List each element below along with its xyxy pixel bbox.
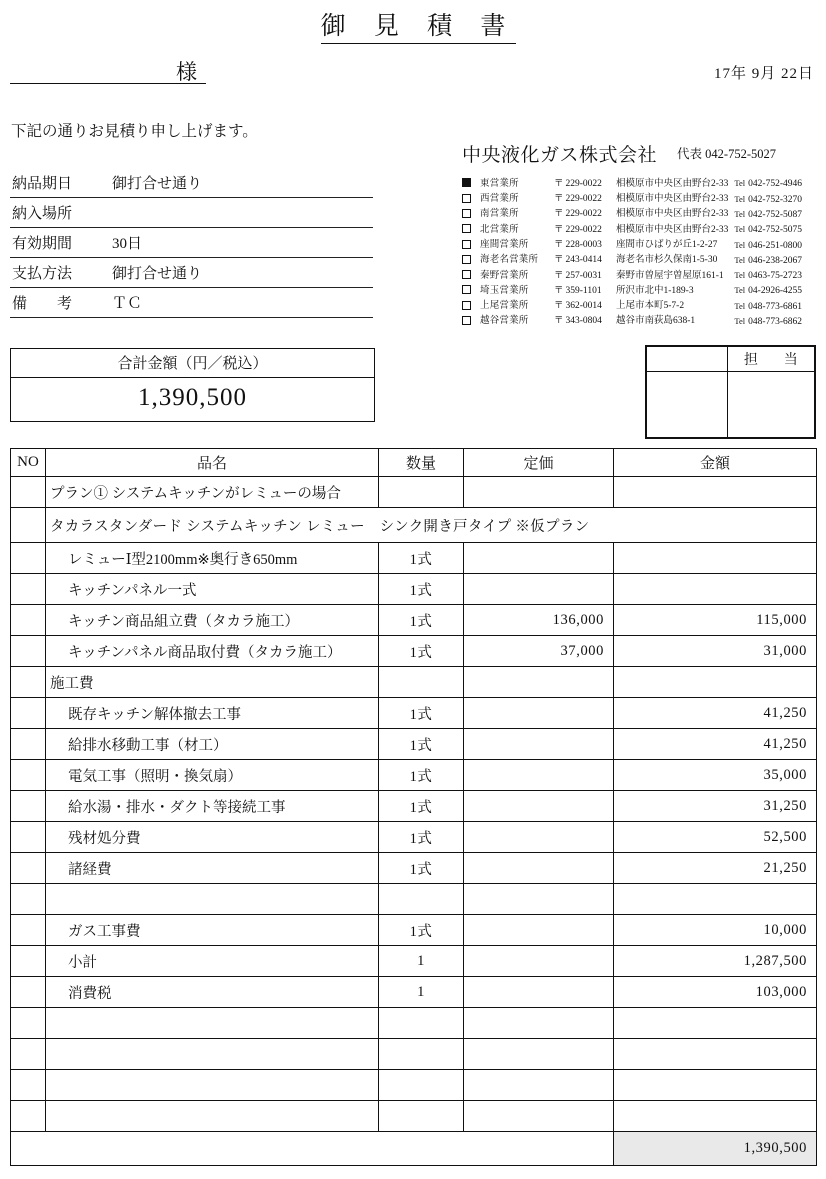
row-quantity: 1式 (379, 605, 464, 636)
branch-zip-value: 229-0022 (565, 178, 602, 189)
row-quantity: 1式 (379, 853, 464, 884)
row-quantity (379, 884, 464, 915)
postal-mark-icon: 〒 (554, 285, 564, 296)
checkbox-icon (462, 316, 471, 325)
branch-address: 相模原市中央区由野台2-33 (616, 224, 729, 235)
terms-label-delivery-place: 納入場所 (10, 198, 108, 228)
branch-tel-value: 042-752-3270 (748, 194, 802, 205)
table-row (11, 915, 817, 946)
row-quantity (379, 1008, 464, 1039)
branch-zip (554, 192, 616, 207)
branch-address: 越谷市南荻島638-1 (616, 316, 696, 327)
row-amount (614, 574, 817, 605)
row-list-price (464, 977, 614, 1008)
branch-zip (554, 269, 616, 284)
row-no (11, 636, 46, 667)
row-list-price (464, 1070, 614, 1101)
row-amount (614, 1070, 817, 1101)
postal-mark-icon: 〒 (554, 224, 564, 235)
branch-tel-value: 042-752-5087 (748, 209, 802, 220)
table-row (11, 729, 817, 760)
table-row (11, 543, 817, 574)
terms-row (10, 198, 373, 228)
row-amount: 115,000 (614, 605, 817, 636)
terms-value-delivery-date: 御打合せ通り (108, 168, 373, 198)
terms-row (10, 258, 373, 288)
row-list-price (464, 822, 614, 853)
person-in-charge-blank-header (647, 347, 728, 372)
row-item-name (46, 884, 379, 915)
row-amount: 10,000 (614, 915, 817, 946)
row-quantity: 1式 (379, 543, 464, 574)
row-list-price (464, 667, 614, 698)
lead-sentence: 下記の通りお見積り申し上げます。 (11, 123, 258, 140)
branch-office-list (462, 177, 802, 330)
row-no (11, 477, 46, 508)
branch-row (462, 208, 802, 223)
column-header-no: NO (11, 449, 46, 477)
postal-mark-icon: 〒 (554, 194, 564, 205)
row-item-name (46, 1101, 379, 1132)
row-no (11, 884, 46, 915)
branch-row (462, 284, 802, 299)
terms-value-remarks: ＴＣ (108, 288, 373, 318)
row-quantity (379, 477, 464, 508)
postal-mark-icon: 〒 (554, 209, 564, 220)
row-amount (614, 667, 817, 698)
branch-checkbox[interactable] (462, 269, 478, 284)
row-amount: 1,287,500 (614, 946, 817, 977)
checkbox-icon (462, 240, 471, 249)
table-row (11, 977, 817, 1008)
document-date: 17年 9月 22日 (713, 66, 814, 82)
table-row (11, 574, 817, 605)
items-table (10, 448, 817, 1166)
branch-zip-value: 228-0003 (565, 240, 602, 251)
items-header-row (11, 449, 817, 477)
table-row (11, 477, 817, 508)
branch-row (462, 253, 802, 268)
telephone-label: Tel (734, 254, 746, 265)
postal-mark-icon: 〒 (554, 178, 564, 189)
postal-mark-icon: 〒 (554, 255, 564, 266)
postal-mark-icon: 〒 (554, 316, 564, 327)
row-item-name: 諸経費 (46, 853, 379, 884)
branch-checkbox[interactable] (462, 238, 478, 253)
checkbox-icon (462, 301, 471, 310)
table-row (11, 1039, 817, 1070)
row-list-price (464, 1101, 614, 1132)
company-rep-number: 042-752-5027 (705, 147, 776, 161)
row-no (11, 1070, 46, 1101)
branch-tel-value: 046-238-2067 (748, 255, 802, 266)
branch-tel (734, 238, 802, 253)
branch-row (462, 238, 802, 253)
branch-tel (734, 253, 802, 268)
branch-name: 越谷営業所 (480, 316, 529, 327)
row-list-price (464, 915, 614, 946)
postal-mark-icon: 〒 (554, 301, 564, 312)
row-item-name: 電気工事（照明・換気扇） (46, 760, 379, 791)
terms-value-payment-method: 御打合せ通り (108, 258, 373, 288)
telephone-label: Tel (734, 224, 746, 235)
telephone-label: Tel (734, 300, 746, 311)
branch-tel-value: 04-2926-4255 (748, 286, 802, 297)
telephone-label: Tel (734, 178, 746, 189)
row-no (11, 508, 46, 543)
company-rep-tel (677, 144, 776, 162)
row-item-name (46, 1008, 379, 1039)
branch-zip-value: 362-0014 (565, 301, 602, 312)
table-row (11, 760, 817, 791)
company-block (462, 140, 826, 330)
column-header-quantity: 数量 (379, 449, 464, 477)
branch-checkbox[interactable] (462, 177, 478, 192)
branch-name: 座間営業所 (480, 240, 529, 251)
terms-row (10, 288, 373, 318)
table-row (11, 1070, 817, 1101)
row-quantity (379, 1101, 464, 1132)
table-row (11, 508, 817, 543)
row-amount: 21,250 (614, 853, 817, 884)
total-amount-box (10, 348, 375, 422)
row-item-name: 給水湯・排水・ダクト等接続工事 (46, 791, 379, 822)
branch-name: 西営業所 (480, 194, 519, 205)
row-list-price (464, 1039, 614, 1070)
branch-name: 海老名営業所 (480, 255, 539, 266)
table-row (11, 698, 817, 729)
branch-tel (734, 269, 802, 284)
row-quantity: 1式 (379, 791, 464, 822)
row-item-name: ガス工事費 (46, 915, 379, 946)
branch-row (462, 299, 802, 314)
terms-label-payment-method: 支払方法 (10, 258, 108, 288)
branch-tel-value: 048-773-6862 (748, 316, 802, 327)
grand-total-amount: 1,390,500 (614, 1132, 817, 1166)
row-amount: 41,250 (614, 729, 817, 760)
row-list-price (464, 853, 614, 884)
branch-address: 秦野市曽屋宇曽屋原161-1 (616, 270, 724, 281)
row-no (11, 667, 46, 698)
branch-zip-value: 343-0804 (565, 316, 602, 327)
row-item-name: 小計 (46, 946, 379, 977)
row-list-price (464, 884, 614, 915)
person-in-charge-box (645, 345, 816, 439)
terms-table (10, 168, 373, 318)
row-list-price: 136,000 (464, 605, 614, 636)
branch-row (462, 315, 802, 330)
row-quantity: 1式 (379, 574, 464, 605)
row-list-price (464, 760, 614, 791)
terms-label-delivery-date: 納品期日 (10, 168, 108, 198)
row-list-price (464, 729, 614, 760)
terms-row (10, 168, 373, 198)
telephone-label: Tel (734, 239, 746, 250)
telephone-label: Tel (734, 270, 746, 281)
total-amount-value: 1,390,500 (138, 384, 247, 411)
branch-zip-value: 229-0022 (565, 224, 602, 235)
terms-label-remarks: 備 考 (10, 288, 108, 318)
branch-tel-value: 0463-75-2723 (748, 271, 802, 282)
checkbox-icon (462, 178, 471, 187)
branch-zip (554, 284, 616, 299)
row-quantity: 1式 (379, 822, 464, 853)
table-row (11, 1101, 817, 1132)
table-row (11, 605, 817, 636)
table-row (11, 884, 817, 915)
terms-row (10, 228, 373, 258)
checkbox-icon (462, 194, 471, 203)
person-in-charge-header-row (647, 347, 815, 372)
customer-name-suffix: 様 (176, 60, 197, 84)
row-no (11, 946, 46, 977)
row-item-name: レミューⅠ型2100mm※奥行き650mm (46, 543, 379, 574)
row-no (11, 574, 46, 605)
terms-label-valid-period: 有効期間 (10, 228, 108, 258)
branch-tel (734, 284, 802, 299)
row-amount (614, 1101, 817, 1132)
row-no (11, 915, 46, 946)
row-item-name (46, 1039, 379, 1070)
row-amount (614, 884, 817, 915)
row-item-name: 既存キッチン解体撤去工事 (46, 698, 379, 729)
row-item-name: 残材処分費 (46, 822, 379, 853)
branch-checkbox[interactable] (462, 208, 478, 223)
page-title (0, 6, 826, 42)
branch-zip (554, 177, 616, 192)
row-no (11, 543, 46, 574)
branch-row (462, 177, 802, 192)
row-item-name (46, 1070, 379, 1101)
branch-checkbox[interactable] (462, 299, 478, 314)
branch-row (462, 192, 802, 207)
row-no (11, 1039, 46, 1070)
checkbox-icon (462, 285, 471, 294)
row-list-price (464, 1008, 614, 1039)
column-header-list-price: 定価 (464, 449, 614, 477)
branch-checkbox[interactable] (462, 284, 478, 299)
row-item-name: キッチンパネル商品取付費（タカラ施工） (46, 636, 379, 667)
table-row (11, 636, 817, 667)
row-item-name: タカラスタンダード システムキッチン レミュー シンク開き戸タイプ ※仮プラン (46, 508, 817, 543)
branch-tel-value: 048-773-6861 (748, 301, 802, 312)
branch-zip (554, 299, 616, 314)
checkbox-icon (462, 270, 471, 279)
branch-zip-value: 359-1101 (565, 285, 602, 296)
branch-tel (734, 177, 802, 192)
branch-zip-value: 243-0414 (565, 255, 602, 266)
branch-address: 海老名市杉久保南1-5-30 (616, 255, 718, 266)
total-amount-label: 合計金額（円／税込） (11, 349, 374, 378)
row-amount (614, 477, 817, 508)
branch-zip (554, 315, 616, 330)
branch-address: 相模原市中央区由野台2-33 (616, 209, 729, 220)
row-no (11, 729, 46, 760)
branch-name: 北営業所 (480, 224, 519, 235)
table-row (11, 853, 817, 884)
row-no (11, 605, 46, 636)
branch-name: 上尾営業所 (480, 301, 529, 312)
table-row (11, 1008, 817, 1039)
branch-row (462, 269, 802, 284)
table-row (11, 667, 817, 698)
branch-tel-value: 046-251-0800 (748, 240, 802, 251)
branch-tel (734, 208, 802, 223)
branch-name: 東営業所 (480, 178, 519, 189)
branch-tel (734, 315, 802, 330)
branch-tel (734, 299, 802, 314)
branch-tel (734, 192, 802, 207)
telephone-label: Tel (734, 193, 746, 204)
branch-checkbox[interactable] (462, 192, 478, 207)
company-name: 中央液化ガス株式会社 (462, 145, 658, 166)
person-in-charge-value-row (647, 372, 815, 438)
branch-tel (734, 223, 802, 238)
row-item-name: キッチン商品組立費（タカラ施工） (46, 605, 379, 636)
company-rep-label: 代表 (677, 147, 703, 161)
page-title-text: 御 見 積 書 (321, 13, 517, 44)
row-no (11, 853, 46, 884)
row-quantity: 1式 (379, 760, 464, 791)
person-in-charge-right-value[interactable] (727, 372, 814, 438)
row-amount: 31,000 (614, 636, 817, 667)
row-no (11, 1008, 46, 1039)
row-quantity: 1 (379, 977, 464, 1008)
checkbox-icon (462, 224, 471, 233)
row-amount (614, 1039, 817, 1070)
branch-zip (554, 208, 616, 223)
row-no (11, 1101, 46, 1132)
row-amount: 41,250 (614, 698, 817, 729)
terms-value-valid-period: 30日 (108, 228, 373, 258)
branch-name: 南営業所 (480, 209, 519, 220)
row-no (11, 791, 46, 822)
branch-checkbox[interactable] (462, 315, 478, 330)
column-header-item-name: 品名 (46, 449, 379, 477)
branch-tel-value: 042-752-5075 (748, 225, 802, 236)
branch-name: 秦野営業所 (480, 270, 529, 281)
branch-zip-value: 257-0031 (565, 270, 602, 281)
row-amount: 35,000 (614, 760, 817, 791)
telephone-label: Tel (734, 315, 746, 326)
checkbox-icon (462, 209, 471, 218)
row-list-price (464, 791, 614, 822)
row-quantity: 1式 (379, 915, 464, 946)
row-amount: 52,500 (614, 822, 817, 853)
row-item-name: 給排水移動工事（材工） (46, 729, 379, 760)
branch-address: 所沢市北中1-189-3 (616, 285, 694, 296)
branch-checkbox[interactable] (462, 253, 478, 268)
row-quantity: 1式 (379, 636, 464, 667)
person-in-charge-table (646, 346, 815, 438)
row-no (11, 698, 46, 729)
row-item-name: 施工費 (46, 667, 379, 698)
postal-mark-icon: 〒 (554, 240, 564, 251)
person-in-charge-left-value[interactable] (647, 372, 728, 438)
branch-address: 上尾市本町5-7-2 (616, 301, 685, 312)
person-in-charge-label: 担 当 (727, 347, 814, 372)
row-list-price (464, 477, 614, 508)
table-row (11, 822, 817, 853)
row-quantity: 1式 (379, 729, 464, 760)
row-list-price: 37,000 (464, 636, 614, 667)
row-quantity (379, 667, 464, 698)
branch-zip (554, 238, 616, 253)
terms-value-delivery-place (108, 198, 373, 228)
row-quantity: 1 (379, 946, 464, 977)
branch-zip-value: 229-0022 (565, 209, 602, 220)
branch-row (462, 223, 802, 238)
row-item-name: キッチンパネル一式 (46, 574, 379, 605)
branch-address: 相模原市中央区由野台2-33 (616, 178, 729, 189)
telephone-label: Tel (734, 208, 746, 219)
row-no (11, 760, 46, 791)
postal-mark-icon: 〒 (554, 270, 564, 281)
branch-zip-value: 229-0022 (565, 194, 602, 205)
table-row (11, 791, 817, 822)
grand-total-blank-cell (11, 1132, 614, 1166)
table-row (11, 946, 817, 977)
branch-zip (554, 223, 616, 238)
grand-total-row (11, 1132, 817, 1166)
row-item-name: プラン① システムキッチンがレミューの場合 (46, 477, 379, 508)
row-quantity: 1式 (379, 698, 464, 729)
branch-tel-value: 042-752-4946 (748, 179, 802, 190)
checkbox-icon (462, 255, 471, 264)
row-no (11, 977, 46, 1008)
branch-name: 埼玉営業所 (480, 285, 529, 296)
row-amount (614, 1008, 817, 1039)
row-amount (614, 543, 817, 574)
row-amount: 103,000 (614, 977, 817, 1008)
column-header-amount: 金額 (614, 449, 817, 477)
branch-checkbox[interactable] (462, 223, 478, 238)
row-no (11, 822, 46, 853)
branch-address: 相模原市中央区由野台2-33 (616, 194, 729, 205)
row-quantity (379, 1070, 464, 1101)
branch-address: 座間市ひばりが丘1-2-27 (616, 240, 718, 251)
row-amount: 31,250 (614, 791, 817, 822)
row-quantity (379, 1039, 464, 1070)
row-list-price (464, 574, 614, 605)
branch-zip (554, 253, 616, 268)
row-list-price (464, 698, 614, 729)
telephone-label: Tel (734, 285, 746, 296)
row-list-price (464, 946, 614, 977)
row-list-price (464, 543, 614, 574)
row-item-name: 消費税 (46, 977, 379, 1008)
